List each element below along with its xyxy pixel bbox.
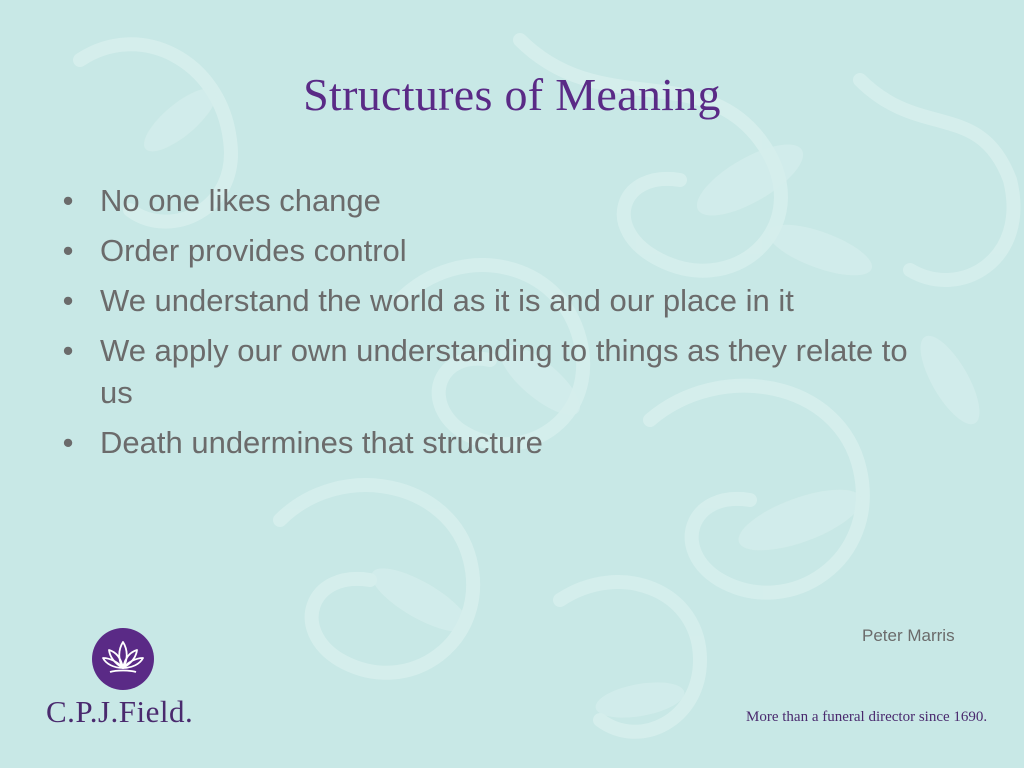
bullet-item <box>58 330 918 414</box>
bullet-dot-icon: • <box>62 283 74 318</box>
company-logo <box>46 626 206 736</box>
bullet-dot-icon: • <box>62 183 74 218</box>
bullet-text: We apply our own understanding to things as they relate to us <box>100 333 908 410</box>
bullet-text: No one likes change <box>100 183 381 218</box>
attribution: Peter Marris <box>862 626 955 645</box>
bullet-text: Death undermines that structure <box>100 425 543 460</box>
bullet-dot-icon: • <box>62 425 74 460</box>
bullet-item <box>58 230 918 272</box>
logo-wordmark: C.P.J.Field. <box>46 694 194 729</box>
bullet-item <box>58 180 918 222</box>
bullet-item <box>58 422 918 464</box>
bullet-list <box>58 180 918 472</box>
tagline: More than a funeral director since 1690. <box>746 709 988 725</box>
slide-title: Structures of Meaning <box>303 69 721 120</box>
bullet-item <box>58 280 918 322</box>
bullet-text: We understand the world as it is and our place in it <box>100 283 794 318</box>
bullet-text: Order provides control <box>100 233 407 268</box>
lotus-flower-icon <box>92 628 154 690</box>
bullet-dot-icon: • <box>62 233 74 268</box>
bullet-dot-icon: • <box>62 333 74 368</box>
